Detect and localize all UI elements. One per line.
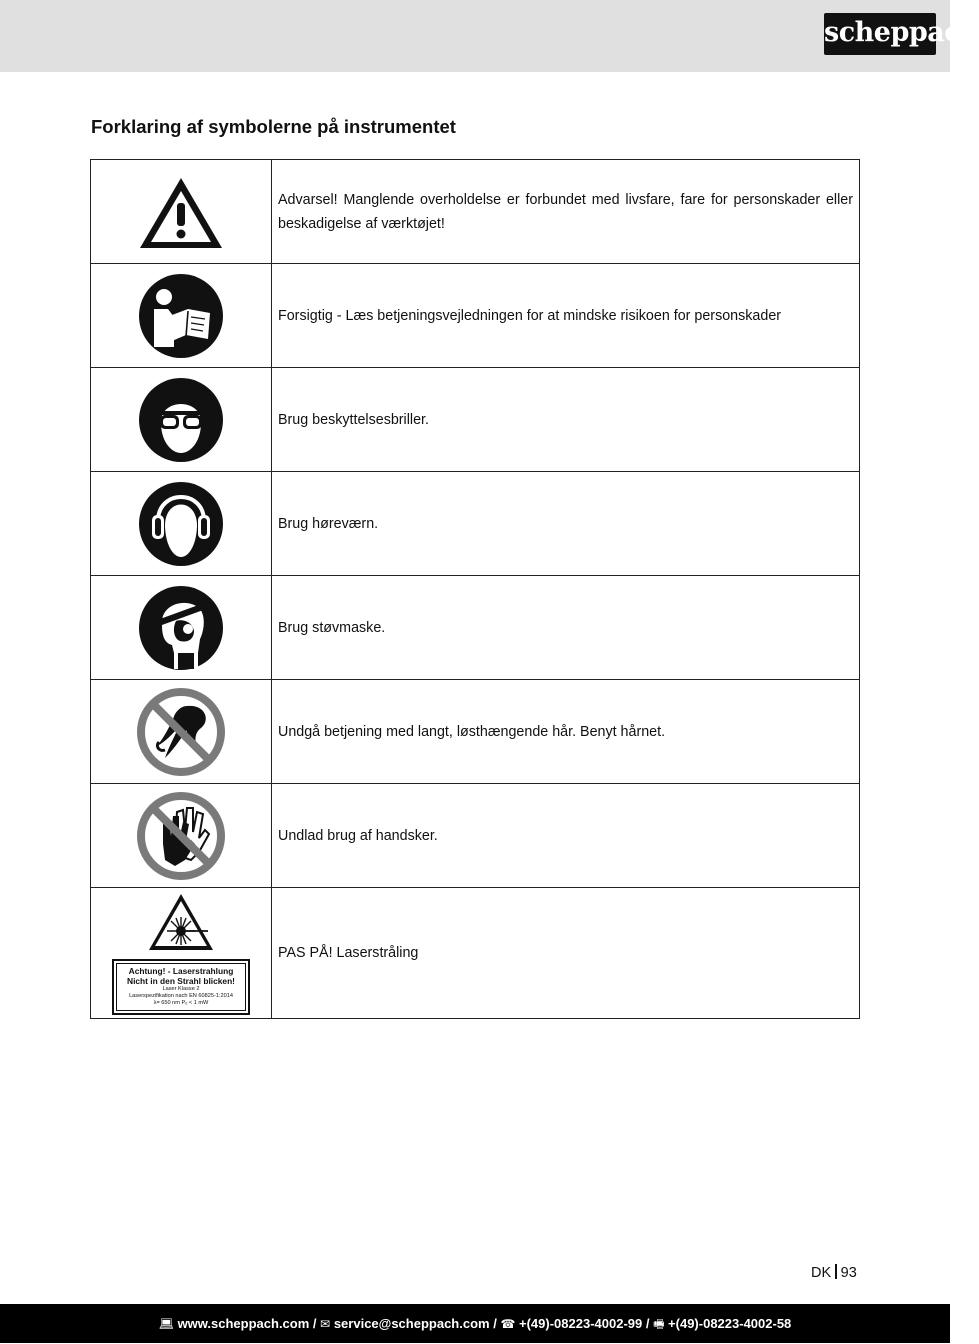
computer-icon: 💻︎ [158, 1317, 174, 1331]
laser-warning-label [112, 959, 250, 1015]
icon-cell [91, 888, 272, 1019]
laser-label-line: λ= 650 nm Pₒ < 1 mW [153, 1000, 209, 1006]
safety-goggles-icon [138, 377, 224, 463]
icon-cell [91, 472, 272, 576]
page-title: Forklaring af symbolerne på instrumentet [91, 116, 456, 137]
table-row [91, 472, 860, 576]
icon-cell [91, 368, 272, 472]
warning-triangle-icon [136, 172, 226, 252]
page-separator [835, 1264, 837, 1279]
page-language: DK [811, 1265, 832, 1281]
laser-warning-icon [146, 891, 216, 953]
icon-cell [91, 160, 272, 264]
no-long-hair-icon [135, 686, 227, 778]
footer-separator: / [309, 1316, 321, 1331]
laser-label-line: Nicht in den Strahl blicken! [127, 976, 235, 986]
table-row [91, 784, 860, 888]
table-row [91, 160, 860, 264]
icon-cell [91, 680, 272, 784]
footer-bar [0, 1304, 950, 1343]
header-bar [0, 0, 979, 72]
row-text: Undlad brug af handsker. [272, 784, 860, 888]
footer-separator: / [489, 1316, 501, 1331]
brand-logo: scheppach [824, 13, 936, 55]
ear-protection-icon [138, 481, 224, 567]
footer-separator: / [642, 1316, 654, 1331]
laser-label-line: Laserspezifikation nach EN 60825-1:2014 [129, 993, 233, 999]
footer-fax: +(49)-08223-4002-58 [668, 1316, 792, 1331]
icon-cell [91, 264, 272, 368]
footer-email-link[interactable]: service@scheppach.com [333, 1316, 490, 1331]
dust-mask-icon [138, 585, 224, 671]
row-text: Brug høreværn. [272, 472, 860, 576]
fax-icon: 🖷︎ [653, 1317, 665, 1331]
footer-phone: +(49)-08223-4002-99 [519, 1316, 643, 1331]
symbols-table [90, 159, 860, 1019]
footer-website-link[interactable]: www.scheppach.com [177, 1316, 310, 1331]
table-row [91, 680, 860, 784]
email-icon: ✉︎ [320, 1317, 331, 1331]
row-text: Advarsel! Manglende overholdelse er forbundet med livsfare, fare for personskader eller beskadigelse af værktøjet! [272, 160, 860, 264]
laser-label-line: Achtung! - Laserstrahlung [128, 966, 234, 976]
table-row [91, 888, 860, 1019]
row-text: Undgå betjening med langt, løsthængende hår. Benyt hårnet. [272, 680, 860, 784]
row-text: Brug beskyttelsesbriller. [272, 368, 860, 472]
read-manual-icon [138, 273, 224, 359]
no-gloves-icon [135, 790, 227, 882]
row-text: PAS PÅ! Laserstråling [272, 888, 860, 1019]
table-row [91, 576, 860, 680]
table-row [91, 368, 860, 472]
row-text: Brug støvmaske. [272, 576, 860, 680]
icon-cell [91, 576, 272, 680]
table-row [91, 264, 860, 368]
phone-icon: ☎︎ [500, 1317, 516, 1331]
row-text: Forsigtig - Læs betjeningsvejledningen for at mindske risikoen for personskader [272, 264, 860, 368]
icon-cell [91, 784, 272, 888]
laser-label-line: Laser Klasse 2 [162, 986, 200, 992]
page-number [811, 1264, 857, 1281]
page-number-value: 93 [840, 1265, 857, 1281]
